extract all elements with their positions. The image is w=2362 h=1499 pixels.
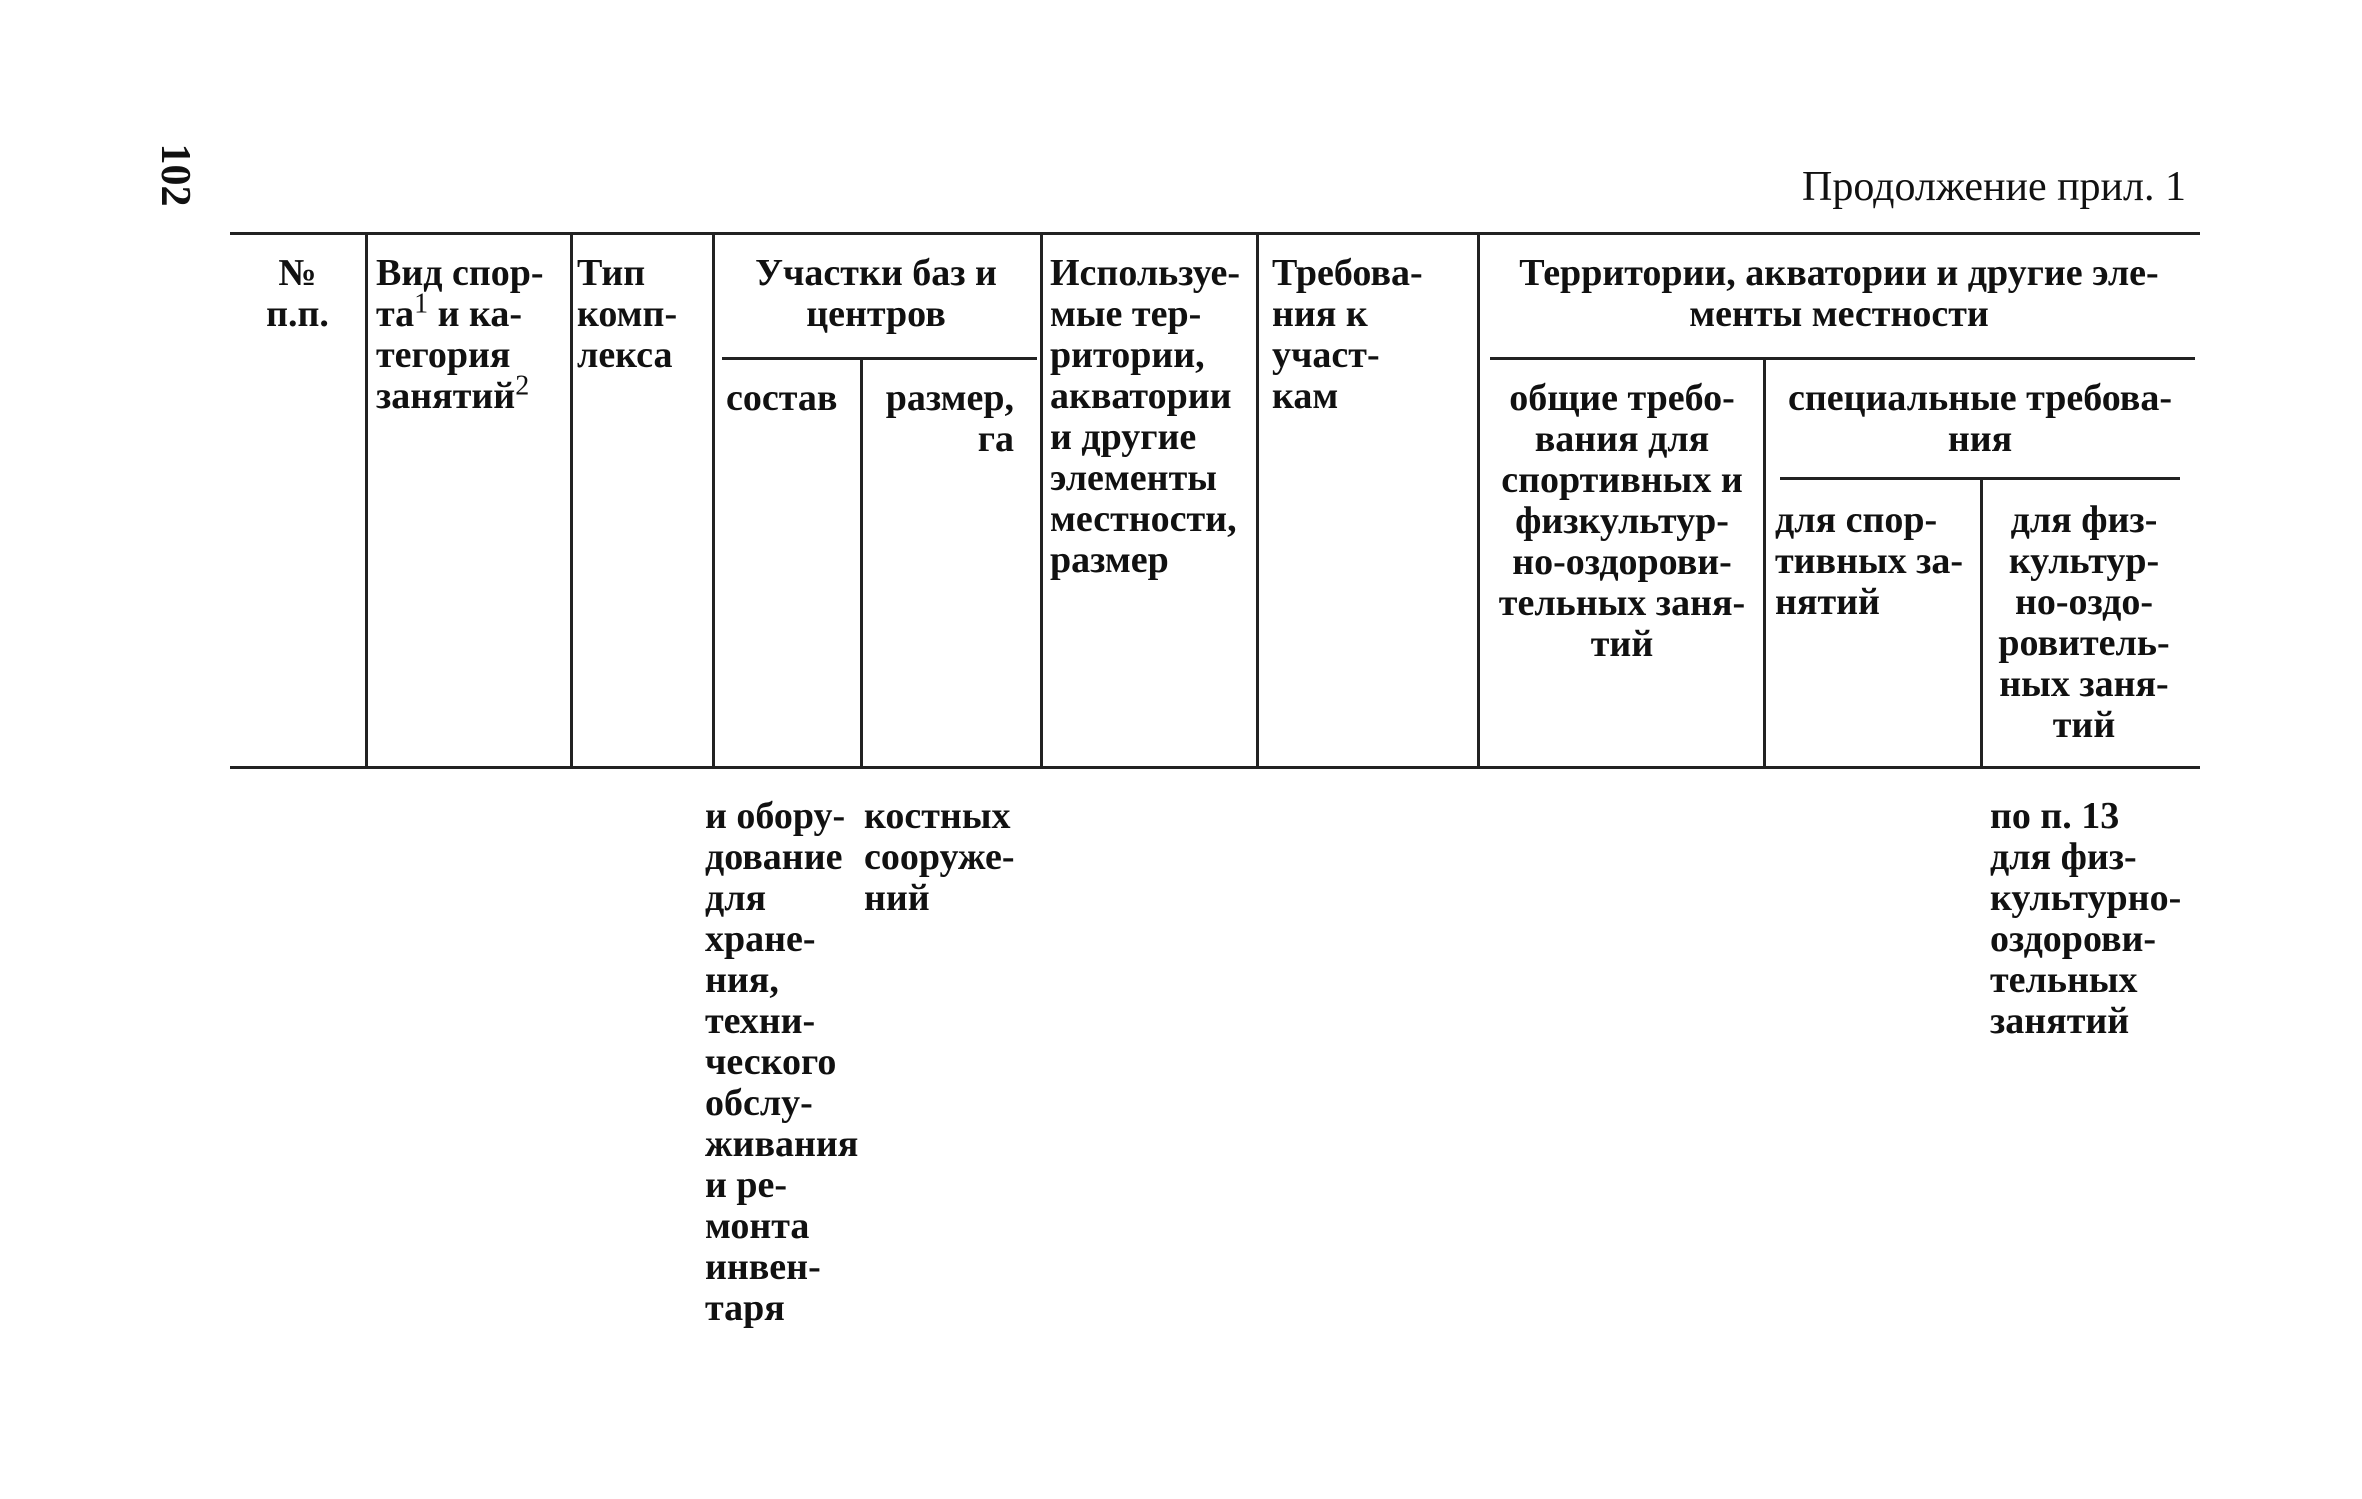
header-special-requirements: специальные требова- ния xyxy=(1788,377,2172,460)
header-general-requirements: общие требо- вания для спортивных и физкультур- но-оздорови- тельных заня- тий xyxy=(1498,377,1746,665)
header-bases-centers: Участки баз и центров xyxy=(755,252,997,335)
header-used-territories: Используе- мые тер- ритории, акватории и другие элементы местности, размер xyxy=(1050,252,1241,581)
header-bases-size: размер, га xyxy=(885,377,1014,460)
header-complex-type: Тип комп- лекса xyxy=(577,252,678,376)
page-number: 102 xyxy=(152,143,198,207)
header-sport-category: Вид спор- $та^1$ и ка- тегория занятий$^2$ xyxy=(376,252,544,417)
header-bases-composition: состав xyxy=(726,377,838,419)
body-composition-text: и обору- дование для хране- ния, техни- ческого обслу- живания и ре- монта инвен- таря xyxy=(705,795,859,1329)
header-requirements: Требова- ния к участ- кам xyxy=(1272,252,1423,417)
body-health-lessons-text: по п. 13 для физ- культурно- оздорови- тельных занятий xyxy=(1990,795,2182,1042)
header-for-health-lessons: для физ- культур- но-оздо- ровитель- ных заня- тий xyxy=(1998,499,2170,746)
continuation-heading: Продолжение прил. 1 xyxy=(1801,164,2186,210)
header-for-sport-lessons: для спор- тивных за- нятий xyxy=(1775,499,1964,623)
header-no: № п.п. xyxy=(266,252,329,335)
header-territories: Территории, акватории и другие эле- менты местности xyxy=(1519,252,2159,335)
body-size-text: костных сооруже- ний xyxy=(864,795,1015,919)
